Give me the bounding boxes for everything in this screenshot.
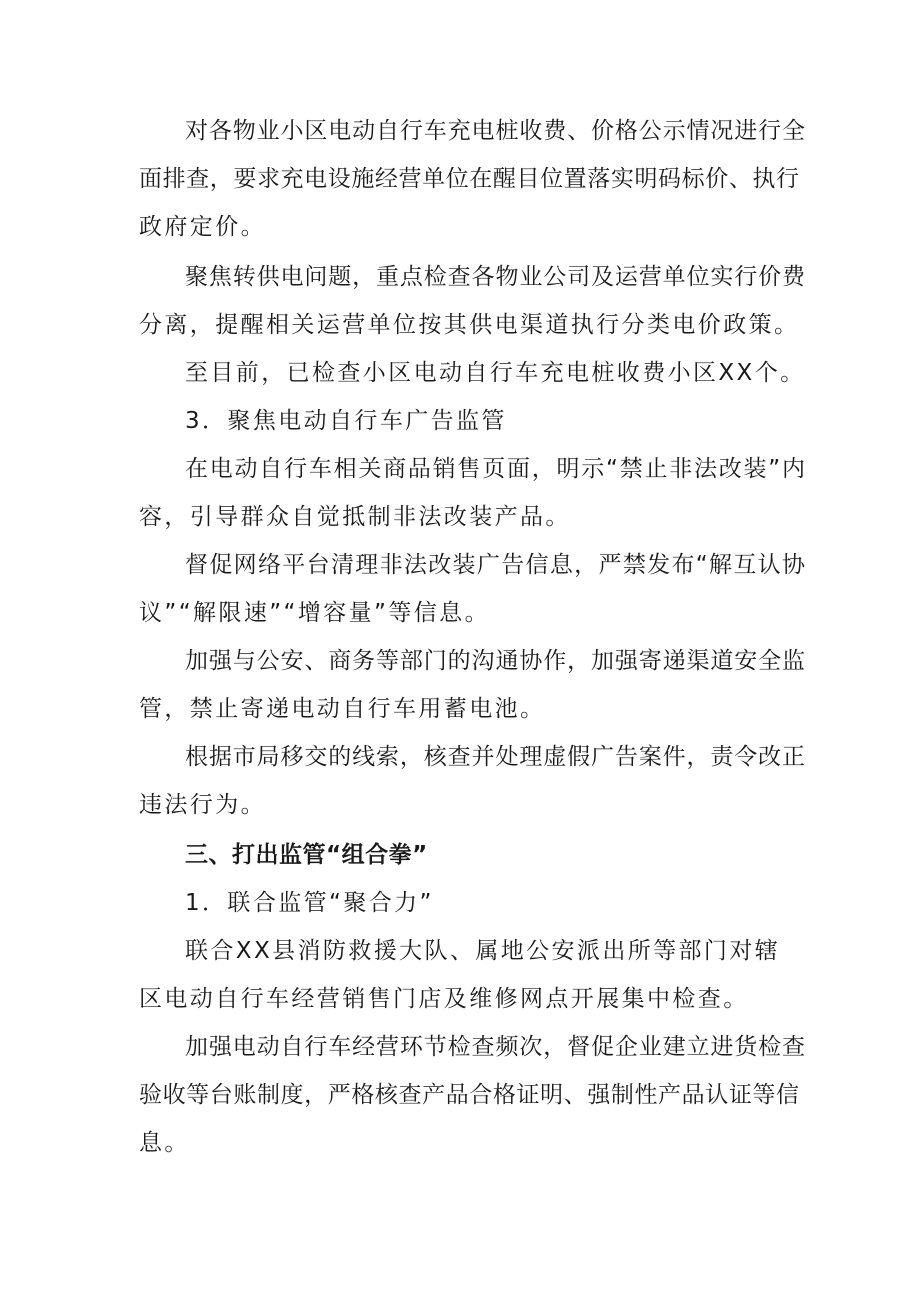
para7-line2: 违法行为。 [139, 792, 266, 818]
para6-line1: 加强与公安、商务等部门的沟通协作，加强寄递渠道安全监 [185, 648, 805, 674]
subsection-1-heading: 1．联合监管“聚合力” [185, 890, 434, 916]
para5-line1: 督促网络平台清理非法改装广告信息，严禁发布“解互认协 [185, 552, 805, 578]
para2-line1: 聚焦转供电问题，重点检查各物业公司及运营单位实行价费 [185, 264, 805, 290]
section-three-heading: 三、打出监管“组合拳” [185, 842, 428, 868]
section-3-heading: 3．聚焦电动自行车广告监管 [185, 408, 507, 434]
para6-line2: 管，禁止寄递电动自行车用蓄电池。 [139, 696, 546, 722]
para5-line2: 议”“解限速”“增容量”等信息。 [139, 600, 490, 626]
para2-line2: 分离，提醒相关运营单位按其供电渠道执行分类电价政策。 [139, 312, 800, 338]
para7-line1: 根据市局移交的线索，核查并处理虚假广告案件，责令改正 [185, 744, 805, 770]
para1-line1: 对各物业小区电动自行车充电桩收费、价格公示情况进行全 [185, 118, 805, 144]
para9-line1: 加强电动自行车经营环节检查频次，督促企业建立进货检查 [185, 1034, 805, 1060]
para1-line3: 政府定价。 [139, 214, 266, 240]
para9-line2: 验收等台账制度，严格核查产品合格证明、强制性产品认证等信 [139, 1082, 799, 1108]
para8-line1: 联合XX县消防救援大队、属地公安派出所等部门对辖 [185, 938, 781, 964]
para9-line3: 息。 [139, 1130, 190, 1156]
para1-line2: 面排查，要求充电设施经营单位在醒目位置落实明码标价、执行 [139, 166, 799, 192]
para4-line2: 容，引导群众自觉抵制非法改装产品。 [139, 504, 571, 530]
para4-line1: 在电动自行车相关商品销售页面，明示“禁止非法改装”内 [185, 456, 805, 482]
para3-line1: 至目前，已检查小区电动自行车充电桩收费小区XX个。 [185, 360, 806, 386]
para8-line2: 区电动自行车经营销售门店及维修网点开展集中检查。 [139, 986, 749, 1012]
